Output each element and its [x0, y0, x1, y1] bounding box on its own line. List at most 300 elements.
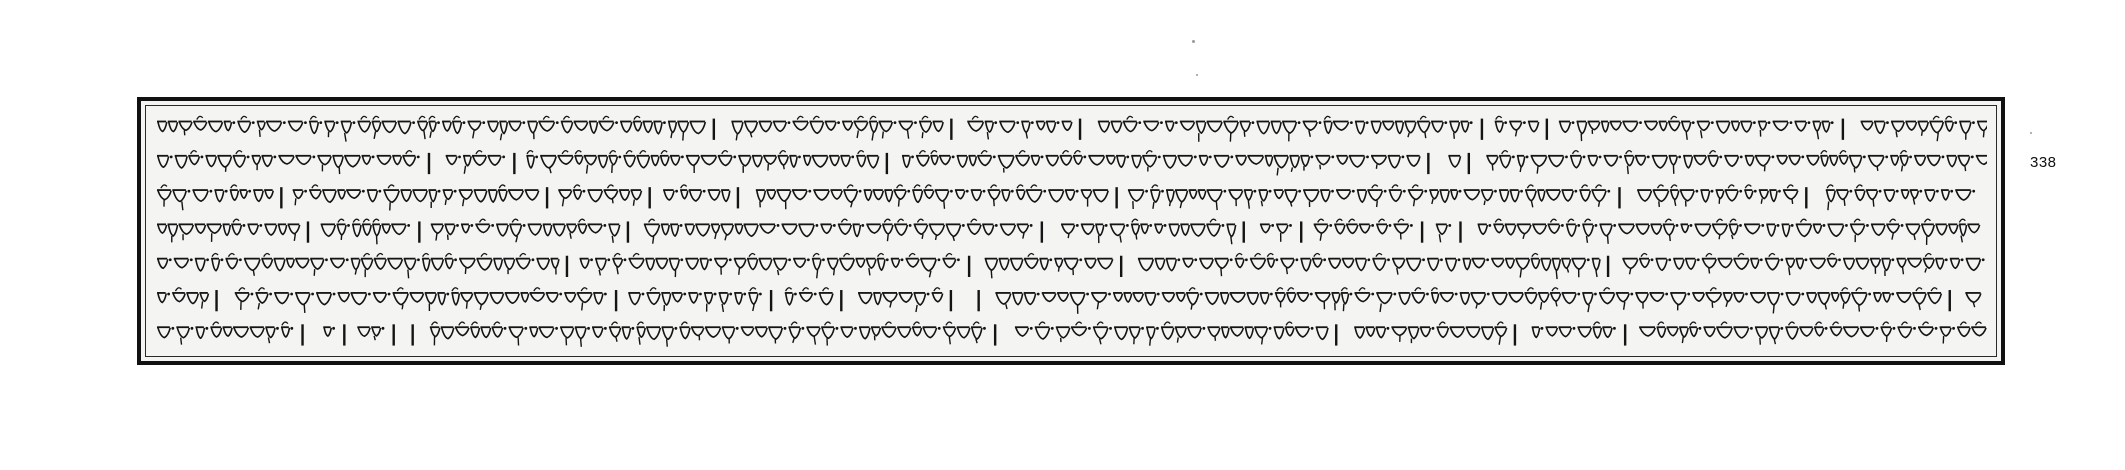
tsheg-dot: [221, 258, 224, 261]
glyph-body: [1222, 328, 1229, 338]
glyph-headline: [1061, 223, 1074, 225]
glyph-body: [692, 328, 704, 336]
shad-mark: [1115, 187, 1117, 208]
glyph-body: [1759, 122, 1767, 130]
tsheg-dot: [1790, 121, 1793, 124]
tsheg-dot: [1366, 155, 1369, 158]
glyph-body: [841, 156, 850, 166]
glyph-vowel-mark: [239, 288, 245, 291]
tsheg-dot: [632, 327, 635, 330]
glyph-body: [1813, 122, 1820, 131]
tsheg-dot: [1583, 155, 1586, 158]
glyph-body: [1810, 259, 1825, 268]
glyph-body: [745, 122, 757, 133]
tsheg-dot: [807, 258, 810, 261]
tsheg-dot: [190, 258, 193, 261]
tsheg-dot: [703, 190, 706, 193]
glyph-body: [1538, 191, 1545, 201]
glyph-body: [1892, 122, 1904, 131]
glyph-body: [774, 122, 787, 131]
glyph-body: [207, 225, 221, 233]
glyph-descender: [1965, 166, 1966, 171]
tsheg-dot: [1504, 121, 1507, 124]
glyph-body: [715, 259, 728, 267]
glyph-body: [1640, 259, 1649, 267]
glyph-body: [1682, 122, 1691, 132]
glyph-body: [1704, 328, 1715, 337]
glyph-body: [793, 191, 807, 200]
glyph-body: [892, 259, 900, 267]
glyph-body: [898, 328, 911, 338]
glyph-vowel-mark: [1738, 253, 1744, 256]
glyph-headline: [838, 223, 851, 225]
glyph-body: [373, 122, 381, 131]
shad-mark: [737, 187, 739, 208]
tsheg-dot: [1331, 155, 1334, 158]
tsheg-dot: [1777, 224, 1780, 227]
glyph-body: [1141, 225, 1148, 233]
tsheg-dot: [169, 258, 172, 261]
glyph-descender: [1408, 133, 1409, 137]
glyph-headline: [1517, 223, 1531, 225]
tsheg-dot: [522, 121, 525, 124]
glyph-descender: [1903, 267, 1904, 274]
glyph-body: [248, 225, 258, 234]
glyph-vowel-mark: [1496, 116, 1502, 119]
glyph-descender: [1286, 268, 1287, 274]
glyph-headline: [1315, 155, 1329, 157]
glyph-vowel-mark: [1856, 288, 1862, 291]
glyph-descender: [253, 270, 254, 276]
glyph-headline: [1693, 155, 1706, 157]
tsheg-dot: [1619, 155, 1622, 158]
glyph-vowel-mark: [574, 185, 580, 188]
tsheg-dot: [729, 258, 732, 261]
glyph-body: [1636, 294, 1648, 303]
glyph-vowel-mark: [681, 322, 687, 325]
glyph-vowel-mark: [913, 322, 919, 325]
tsheg-dot: [950, 190, 953, 193]
glyph-body: [1807, 294, 1816, 303]
glyph-body: [1852, 294, 1867, 305]
glyph-body: [1821, 156, 1828, 166]
glyph-body: [1181, 122, 1195, 130]
glyph-body: [575, 122, 588, 130]
tsheg-dot: [319, 121, 322, 124]
glyph-vowel-mark: [459, 322, 465, 325]
glyph-descender: [1608, 236, 1609, 244]
glyph-body: [206, 156, 216, 166]
glyph-vowel-mark: [363, 219, 369, 222]
glyph-headline: [1367, 189, 1382, 191]
glyph-headline: [1796, 223, 1812, 225]
tsheg-dot: [994, 121, 997, 124]
glyph-body: [1377, 328, 1386, 338]
tibetan-text-line: [157, 288, 1981, 314]
tsheg-dot: [1271, 224, 1274, 227]
glyph-headline: [373, 292, 386, 294]
glyph-descender: [304, 305, 305, 313]
shad-mark: [627, 221, 629, 242]
glyph-body: [547, 294, 558, 302]
glyph-body: [1145, 294, 1155, 306]
glyph-headline: [782, 223, 797, 225]
glyph-body: [567, 225, 576, 233]
glyph-body: [865, 191, 872, 201]
glyph-body: [1428, 259, 1439, 270]
shad-mark: [1468, 153, 1470, 174]
tsheg-dot: [983, 190, 986, 193]
glyph-vowel-mark: [563, 116, 569, 119]
glyph-vowel-mark: [1097, 322, 1103, 325]
glyph-descender: [1670, 235, 1671, 241]
glyph-body: [1016, 328, 1029, 336]
glyph-descender: [736, 134, 737, 141]
tsheg-dot: [995, 224, 998, 227]
glyph-body: [209, 122, 223, 132]
glyph-vowel-mark: [1349, 219, 1355, 222]
glyph-headline: [357, 326, 369, 328]
tsheg-dot: [1754, 190, 1757, 193]
glyph-body: [1296, 328, 1310, 337]
glyph-body: [1082, 191, 1092, 199]
glyph-headline: [1786, 292, 1800, 294]
glyph-body: [339, 294, 350, 302]
glyph-vowel-mark: [649, 219, 655, 222]
tsheg-dot: [1831, 121, 1834, 124]
tsheg-dot: [1470, 121, 1473, 124]
glyph-descender: [465, 268, 466, 274]
tsheg-dot: [1016, 121, 1019, 124]
glyph-body: [323, 191, 336, 203]
glyph-body: [1315, 225, 1328, 233]
glyph-body: [1726, 191, 1738, 201]
glyph-body: [552, 259, 559, 268]
glyph-vowel-mark: [1076, 322, 1082, 325]
tsheg-dot: [1424, 190, 1427, 193]
tsheg-dot: [1145, 190, 1148, 193]
glyph-headline: [525, 189, 539, 191]
glyph-body: [883, 294, 897, 302]
glyph-headline: [157, 326, 170, 328]
glyph-vowel-mark: [1502, 151, 1508, 154]
glyph-headline: [1871, 223, 1885, 225]
glyph-body: [720, 294, 729, 304]
glyph-body: [646, 259, 654, 270]
glyph-descender: [445, 199, 446, 205]
glyph-headline: [995, 292, 1010, 294]
tsheg-dot: [683, 293, 686, 296]
glyph-descender: [464, 166, 465, 174]
glyph-body: [1797, 225, 1812, 236]
glyph-body: [1187, 294, 1199, 305]
tibetan-text-block: [153, 111, 1987, 351]
glyph-headline: [330, 258, 344, 260]
glyph-body: [1690, 328, 1697, 337]
glyph-descender: [1588, 305, 1589, 312]
shad-mark: [1546, 119, 1548, 140]
glyph-headline: [1618, 223, 1634, 225]
glyph-vowel-mark: [562, 151, 568, 154]
glyph-vowel-mark: [981, 151, 987, 154]
glyph-headline: [897, 326, 910, 328]
glyph-vowel-mark: [479, 219, 485, 222]
glyph-headline: [1868, 155, 1884, 157]
glyph-vowel-mark: [1596, 185, 1602, 188]
glyph-vowel-mark: [1288, 288, 1294, 291]
tsheg-dot: [1572, 121, 1575, 124]
glyph-body: [1506, 259, 1514, 268]
tsheg-dot: [368, 293, 371, 296]
glyph-vowel-mark: [1671, 116, 1677, 119]
glyph-descender: [1248, 200, 1249, 209]
glyph-vowel-mark: [858, 151, 864, 154]
glyph-body: [599, 122, 613, 131]
tsheg-dot: [1913, 327, 1916, 330]
glyph-body: [1960, 122, 1971, 133]
glyph-body: [1623, 122, 1637, 131]
glyph-headline: [321, 223, 335, 225]
glyph-descender: [295, 198, 296, 205]
glyph-vowel-mark: [925, 185, 931, 188]
glyph-headline: [1653, 189, 1669, 191]
glyph-body: [828, 259, 838, 269]
tsheg-dot: [1269, 327, 1272, 330]
glyph-body: [1774, 122, 1789, 130]
shad-mark: [886, 153, 888, 174]
tsheg-dot: [1086, 293, 1089, 296]
glyph-body: [1936, 225, 1947, 235]
glyph-vowel-mark: [1028, 253, 1034, 256]
glyph-body: [588, 191, 602, 202]
glyph-body: [1891, 156, 1898, 165]
glyph-descender: [612, 236, 613, 243]
tsheg-dot: [952, 155, 955, 158]
glyph-headline: [1138, 258, 1153, 260]
glyph-vowel-mark: [825, 322, 831, 325]
glyph-vowel-mark: [1827, 185, 1833, 188]
glyph-body: [702, 156, 717, 164]
tsheg-dot: [837, 121, 840, 124]
glyph-headline: [773, 121, 786, 123]
glyph-body: [624, 156, 635, 166]
tsheg-dot: [1350, 293, 1353, 296]
glyph-body: [384, 191, 399, 203]
glyph-body: [224, 328, 233, 336]
glyph-body: [1668, 328, 1678, 336]
tsheg-dot: [1458, 258, 1461, 261]
glyph-body: [1461, 294, 1470, 305]
glyph-headline: [999, 121, 1014, 123]
glyph-body: [1559, 328, 1571, 337]
glyph-descender: [463, 199, 464, 206]
tsheg-dot: [225, 190, 228, 193]
tsheg-dot: [1760, 258, 1763, 261]
glyph-body: [1654, 191, 1669, 202]
tsheg-dot: [808, 190, 811, 193]
glyph-descender: [1961, 236, 1962, 243]
glyph-body: [1290, 156, 1299, 167]
glyph-headline: [714, 258, 727, 260]
glyph-descender: [355, 270, 356, 275]
glyph-vowel-mark: [1690, 322, 1696, 325]
glyph-headline: [179, 223, 194, 225]
glyph-body: [337, 225, 346, 235]
glyph-vowel-mark: [1017, 185, 1023, 188]
glyph-body: [1350, 156, 1365, 167]
glyph-body: [914, 294, 925, 305]
glyph-vowel-mark: [1840, 151, 1846, 154]
tsheg-dot: [1459, 190, 1462, 193]
glyph-body: [645, 225, 660, 237]
glyph-headline: [540, 155, 556, 157]
glyph-body: [1316, 156, 1330, 164]
glyph-body: [686, 225, 695, 235]
glyph-body: [789, 328, 800, 338]
glyph-body: [352, 259, 360, 269]
glyph-headline: [310, 258, 323, 260]
glyph-headline: [1851, 292, 1867, 294]
glyph-body: [878, 259, 885, 270]
glyph-descender: [633, 200, 634, 206]
glyph-body: [1465, 191, 1480, 200]
glyph-body: [1532, 156, 1547, 166]
glyph-headline: [235, 292, 249, 294]
glyph-body: [453, 122, 461, 133]
glyph-body: [1925, 191, 1935, 201]
tsheg-dot: [714, 293, 717, 296]
glyph-body: [289, 122, 303, 131]
glyph-body: [1766, 259, 1779, 270]
glyph-descender: [1516, 130, 1517, 136]
tsheg-dot: [1393, 293, 1396, 296]
glyph-body: [1571, 156, 1582, 167]
glyph-headline: [1755, 155, 1770, 157]
glyph-body: [822, 328, 834, 338]
glyph-body: [637, 156, 649, 167]
tibetan-text-line: [157, 151, 1987, 176]
tsheg-dot: [1972, 121, 1975, 124]
glyph-body: [173, 191, 186, 202]
glyph-body: [1313, 259, 1322, 267]
glyph-body: [1377, 225, 1387, 234]
glyph-headline: [798, 223, 814, 225]
tsheg-dot: [1488, 224, 1491, 227]
glyph-body: [681, 191, 688, 199]
tsheg-dot: [1695, 190, 1698, 193]
glyph-body: [1358, 191, 1367, 203]
glyph-body: [1099, 122, 1110, 132]
glyph-body: [968, 225, 981, 234]
glyph-body: [756, 328, 767, 337]
glyph-body: [1850, 156, 1862, 167]
glyph-body: [431, 328, 440, 337]
tsheg-dot: [1109, 327, 1112, 330]
glyph-headline: [1773, 121, 1788, 123]
glyph-descender: [722, 304, 723, 312]
glyph-body: [1446, 259, 1456, 271]
glyph-descender: [1531, 201, 1532, 208]
tibetan-text-line: [157, 116, 1987, 141]
glyph-headline: [744, 121, 757, 123]
glyph-body: [352, 294, 367, 305]
glyph-body: [1496, 122, 1504, 132]
glyph-body: [193, 191, 208, 202]
glyph-descender: [882, 132, 883, 139]
paper-speck: [2030, 132, 2032, 134]
glyph-headline: [472, 155, 486, 157]
glyph-headline: [1214, 155, 1229, 157]
glyph-headline: [538, 121, 554, 123]
glyph-body: [1321, 191, 1330, 202]
glyph-headline: [266, 121, 281, 123]
shad-mark: [950, 119, 952, 140]
glyph-body: [1085, 259, 1096, 268]
shad-mark: [994, 324, 996, 345]
shad-mark: [1842, 119, 1844, 140]
glyph-body: [1589, 122, 1600, 130]
glyph-vowel-mark: [1318, 219, 1324, 222]
tsheg-dot: [438, 190, 441, 193]
glyph-descender: [1397, 268, 1398, 275]
glyph-descender: [1277, 168, 1278, 176]
glyph-headline: [1223, 121, 1238, 123]
glyph-body: [225, 122, 232, 130]
glyph-body: [1025, 259, 1038, 268]
glyph-body: [1786, 328, 1798, 339]
glyph-descender: [1150, 339, 1151, 346]
glyph-vowel-mark: [1152, 185, 1158, 188]
glyph-body: [1285, 191, 1297, 203]
glyph-body: [753, 156, 762, 166]
glyph-vowel-mark: [1730, 219, 1736, 222]
glyph-body: [722, 225, 734, 235]
glyph-body: [275, 294, 289, 304]
glyph-body: [1549, 156, 1564, 166]
glyph-body: [783, 225, 797, 234]
glyph-headline: [1091, 292, 1106, 294]
glyph-headline: [858, 292, 872, 294]
glyph-body: [405, 259, 416, 269]
glyph-body: [452, 294, 459, 305]
tsheg-dot: [347, 224, 350, 227]
tsheg-dot: [1823, 224, 1826, 227]
glyph-body: [1767, 225, 1775, 236]
glyph-headline: [1767, 292, 1779, 294]
glyph-descender: [1925, 268, 1926, 272]
glyph-body: [1130, 328, 1140, 338]
glyph-descender: [887, 234, 888, 241]
glyph-vowel-mark: [922, 116, 928, 119]
glyph-body: [1301, 156, 1309, 166]
glyph-headline: [1515, 258, 1529, 260]
glyph-body: [843, 122, 852, 130]
glyph-body: [317, 294, 331, 305]
glyph-body: [562, 122, 573, 133]
glyph-vowel-mark: [419, 116, 425, 119]
glyph-body: [654, 122, 662, 134]
glyph-body: [986, 122, 994, 132]
glyph-body: [1304, 122, 1318, 130]
glyph-body: [267, 122, 282, 131]
glyph-body: [374, 294, 387, 303]
glyph-body: [735, 259, 746, 268]
tsheg-dot: [1366, 121, 1369, 124]
glyph-descender: [715, 233, 716, 239]
glyph-body: [585, 156, 597, 164]
tsheg-dot: [1030, 327, 1033, 330]
glyph-body: [1874, 294, 1881, 302]
